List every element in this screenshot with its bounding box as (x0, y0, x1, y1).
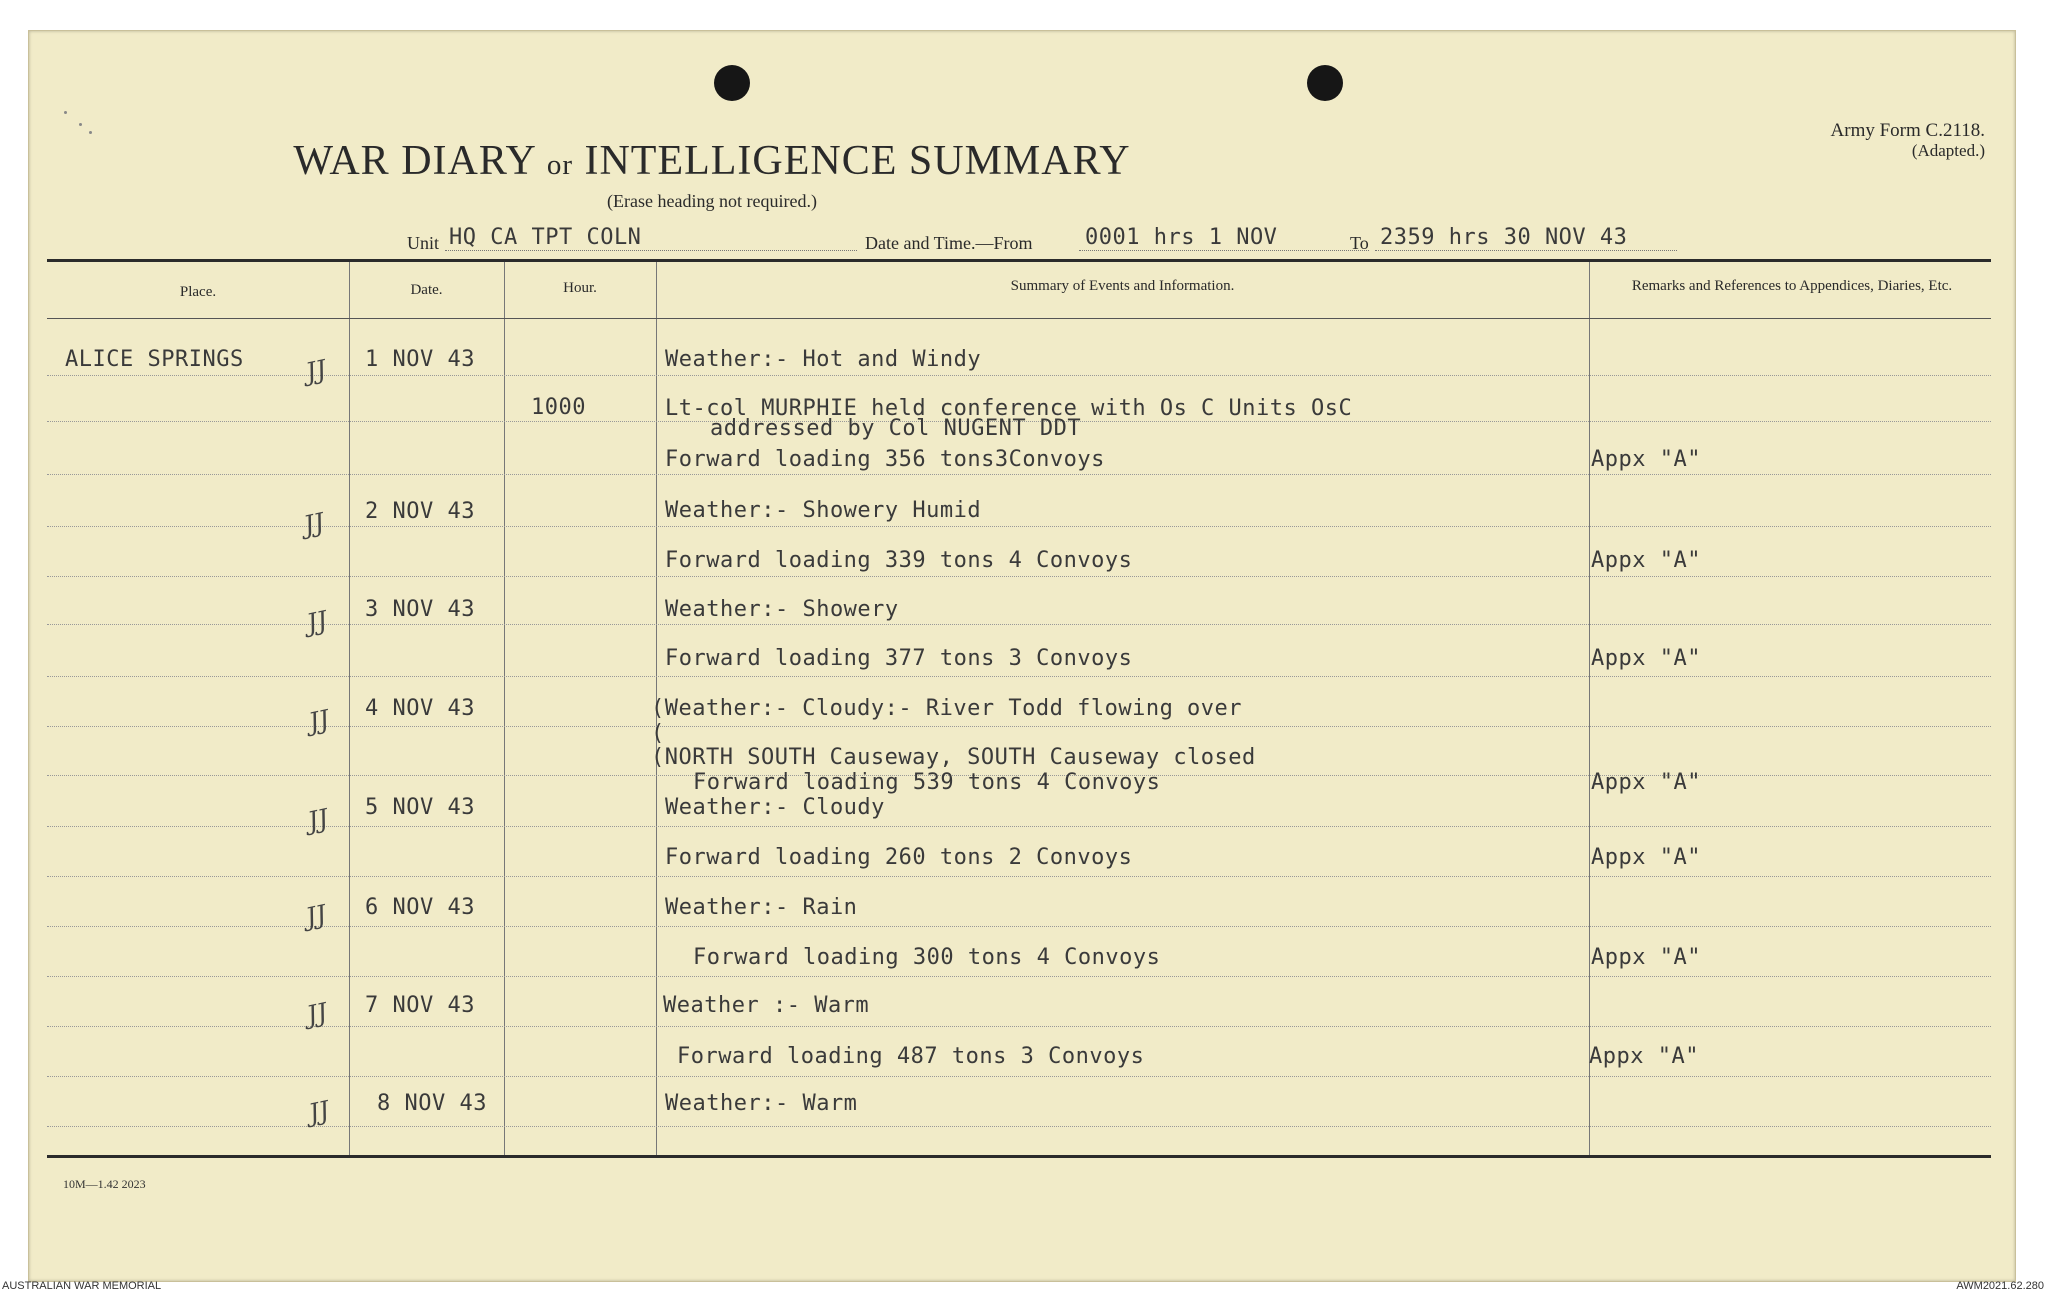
row-rule (47, 976, 1991, 977)
col-divider-date (504, 262, 505, 1155)
initials-signature: JJ (306, 1095, 332, 1128)
row-rule (47, 676, 1991, 677)
from-underline (1079, 250, 1369, 251)
page-subtitle: (Erase heading not required.) (607, 191, 817, 211)
summary-line: Forward loading 260 tons 2 Convoys (665, 845, 1133, 870)
army-form-adapted: (Adapted.) (1911, 141, 1985, 160)
summary-line: Forward loading 356 tons3Convoys (665, 447, 1105, 472)
row-rule (47, 876, 1991, 877)
header-rule (47, 318, 1991, 319)
date-time-label: Date and Time.—From (865, 233, 1033, 253)
row-rule (47, 1126, 1991, 1127)
summary-line: (Weather:- Cloudy:- River Todd flowing over (651, 696, 1243, 721)
row-rule (47, 1026, 1991, 1027)
summary-line: Weather:- Hot and Windy (665, 347, 982, 372)
table-top-rule (47, 259, 1991, 262)
row-rule (47, 826, 1991, 827)
appendix-reference: Appx "A" (1591, 447, 1701, 472)
row-rule (47, 526, 1991, 527)
row-rule (47, 576, 1991, 577)
entry-hour: 1000 (531, 395, 586, 420)
archive-reference: AWM2021.62.280 (1956, 1280, 2044, 1292)
col-divider-summary (1589, 262, 1590, 1155)
appendix-reference: Appx "A" (1591, 646, 1701, 671)
summary-line: Weather:- Showery Humid (665, 498, 982, 523)
to-value: 2359 hrs 30 NOV 43 (1380, 225, 1628, 250)
appendix-reference: Appx "A" (1591, 945, 1701, 970)
paper-mark (89, 131, 92, 134)
summary-line: Forward loading 300 tons 4 Convoys (693, 945, 1161, 970)
summary-line: Weather:- Showery (665, 597, 899, 622)
initials-signature: JJ (301, 507, 327, 540)
col-header-date: Date. (410, 282, 443, 298)
summary-line: Lt-col MURPHIE held conference with Os C Units OsC (665, 396, 1353, 421)
summary-line: Weather:- Rain (665, 895, 858, 920)
diary-sheet (28, 30, 2016, 1282)
entry-date: 2 NOV 43 (365, 499, 475, 524)
col-header-hour: Hour. (563, 280, 597, 296)
to-underline (1375, 250, 1677, 251)
to-label: To (1350, 233, 1369, 253)
page-title (29, 137, 1395, 185)
col-header-summary: Summary of Events and Information. (1010, 278, 1235, 294)
summary-line: ( (651, 721, 665, 746)
unit-value: HQ CA TPT COLN (449, 225, 642, 250)
place-entry: ALICE SPRINGS (65, 347, 244, 372)
entry-date: 6 NOV 43 (365, 895, 475, 920)
summary-line: Weather:- Cloudy (665, 795, 885, 820)
appendix-reference: Appx "A" (1591, 548, 1701, 573)
row-rule (47, 1076, 1991, 1077)
appendix-reference: Appx "A" (1591, 845, 1701, 870)
row-rule (47, 926, 1991, 927)
row-rule (47, 375, 1991, 376)
title-intelligence-summary: INTELLIGENCE SUMMARY (584, 138, 1131, 184)
form-print-code: 10M—1.42 2023 (63, 1177, 146, 1191)
punch-hole-left (714, 65, 750, 101)
army-form-number: Army Form C.2118. (1830, 120, 1985, 141)
summary-line: addressed by Col NUGENT DDT (710, 416, 1082, 441)
from-value: 0001 hrs 1 NOV (1085, 225, 1278, 250)
col-header-place: Place. (179, 284, 217, 300)
entry-date: 8 NOV 43 (377, 1091, 487, 1116)
entry-date: 4 NOV 43 (365, 696, 475, 721)
summary-line: Forward loading 377 tons 3 Convoys (665, 646, 1133, 671)
initials-signature: JJ (303, 354, 329, 387)
col-divider-place (349, 262, 350, 1155)
appendix-reference: Appx "A" (1591, 770, 1701, 795)
initials-signature: JJ (304, 605, 330, 638)
archive-credit: AUSTRALIAN WAR MEMORIAL (2, 1280, 162, 1292)
summary-line: Forward loading 487 tons 3 Convoys (677, 1044, 1145, 1069)
unit-label: Unit (407, 233, 440, 253)
entry-date: 7 NOV 43 (365, 993, 475, 1018)
punch-hole-right (1307, 65, 1343, 101)
initials-signature: JJ (304, 997, 330, 1030)
paper-mark (79, 123, 82, 126)
col-header-remarks: Remarks and References to Appendices, Diaries, Etc. (1631, 278, 1953, 294)
summary-line: Weather:- Warm (665, 1091, 858, 1116)
paper-mark (64, 111, 67, 114)
table-bottom-rule (47, 1155, 1991, 1158)
initials-signature: JJ (306, 704, 332, 737)
summary-line: Weather :- Warm (663, 993, 870, 1018)
entry-date: 3 NOV 43 (365, 597, 475, 622)
entry-date: 1 NOV 43 (365, 347, 475, 372)
army-form-label (1831, 121, 1985, 161)
summary-line: (NORTH SOUTH Causeway, SOUTH Causeway closed (651, 745, 1256, 770)
row-rule (47, 474, 1991, 475)
initials-signature: JJ (305, 803, 331, 836)
appendix-reference: Appx "A" (1589, 1044, 1699, 1069)
summary-line: Forward loading 339 tons 4 Convoys (665, 548, 1133, 573)
row-rule (47, 726, 1991, 727)
entry-date: 5 NOV 43 (365, 795, 475, 820)
title-war-diary: WAR DIARY (293, 138, 536, 184)
title-or: or (546, 149, 573, 181)
unit-underline (445, 250, 857, 251)
row-rule (47, 624, 1991, 625)
summary-line: Forward loading 539 tons 4 Convoys (693, 770, 1161, 795)
initials-signature: JJ (303, 899, 329, 932)
